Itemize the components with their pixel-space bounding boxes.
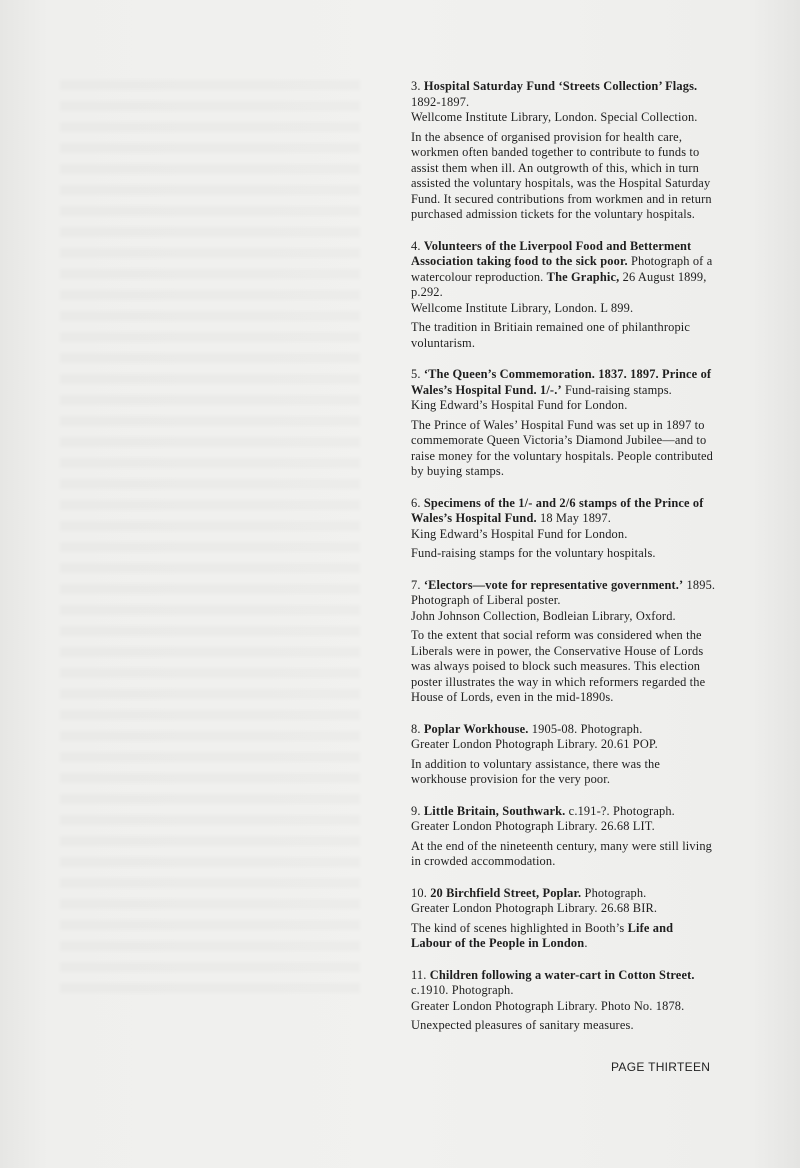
entry-title: 20 Birchfield Street, Poplar.: [430, 885, 582, 900]
entry-source: King Edward’s Hospital Fund for London.: [411, 398, 628, 412]
entry-description: The Prince of Wales’ Hospital Fund was set up in 1897 to commemorate Queen Victoria’s Diamond Jubilee—and to raise money for the voluntary hospitals. People contributed by buying stamps.: [411, 417, 714, 478]
entry-details: 18 May 1897.: [536, 511, 611, 525]
entry-number: 7.: [411, 577, 421, 592]
entry-details: 1895. Photograph of Liberal poster.: [411, 577, 716, 607]
entry-heading: [411, 367, 716, 398]
entry-number: 6.: [411, 495, 421, 510]
entry-heading: [411, 578, 716, 609]
entry-title: Poplar Workhouse.: [423, 721, 529, 736]
catalogue-entry: [411, 239, 716, 352]
entry-description: To the extent that social reform was considered when the Liberals were in power, the Conservative House of Lords was always poised to block such measures. This election poster illustrates the way in which reformers regarded the House of Lords, even in the mid-1890s.: [411, 628, 706, 704]
entry-publication: The Graphic,: [546, 269, 620, 284]
catalogue-column: [411, 79, 716, 1050]
entry-heading: [411, 886, 716, 902]
entry-description: In addition to voluntary assistance, there was the workhouse provision for the very poor.: [411, 756, 661, 786]
entry-number: 4.: [411, 238, 421, 253]
entry-details-tail: 26 August 1899, p.292.: [411, 269, 707, 299]
entry-title: ‘Electors—vote for representative government.’: [423, 577, 684, 592]
catalogue-entry: [411, 804, 716, 870]
entry-title: Specimens of the 1/- and 2/6 stamps of the Prince of Wales’s Hospital Fund.: [411, 495, 704, 525]
entry-description: In the absence of organised provision for health care, workmen often banded together to contribute to funds to assist them when ill. An outgrowth of this, which in turn assisted the voluntary hospitals, was the Hospital Saturday Fund. It secured contributions from workmen and in return purchased admission tickets for the voluntary hospitals.: [411, 129, 712, 221]
entry-source: Greater London Photograph Library. 20.61 POP.: [411, 737, 658, 751]
entry-description: Fund-raising stamps for the voluntary hospitals.: [411, 546, 656, 560]
entry-description: At the end of the nineteenth century, many were still living in crowded accommodation.: [411, 838, 713, 868]
entry-title: Volunteers of the Liverpool Food and Betterment Association taking food to the sick poor.: [411, 238, 692, 268]
entry-details: Fund-raising stamps.: [561, 382, 672, 397]
entry-details: Photograph.: [581, 885, 647, 900]
entry-heading: [411, 239, 716, 301]
entry-number: 10.: [411, 885, 427, 900]
catalogue-entry: [411, 722, 716, 788]
entry-description: Unexpected pleasures of sanitary measures.: [411, 1018, 634, 1032]
entry-number: 9.: [411, 803, 421, 818]
entry-heading: [411, 496, 716, 527]
entry-book-title: Life and Labour of the People in London: [411, 920, 674, 950]
entry-source: Greater London Photograph Library. 26.68 LIT.: [411, 819, 655, 833]
entry-description-tail: .: [584, 936, 588, 950]
entry-description: The tradition in Britiain remained one of philanthropic voluntarism.: [411, 320, 691, 350]
entry-source: Greater London Photograph Library. 26.68 BIR.: [411, 901, 658, 915]
entry-details: c.191-?. Photograph.: [565, 803, 675, 818]
catalogue-entry: [411, 79, 716, 223]
entry-title: Hospital Saturday Fund ‘Streets Collection’ Flags.: [423, 79, 698, 93]
entry-heading: [411, 968, 716, 999]
catalogue-entry: [411, 496, 716, 562]
entry-number: 8.: [411, 721, 421, 736]
entry-source: Wellcome Institute Library, London. L 899.: [411, 300, 634, 315]
entry-source: Wellcome Institute Library, London. Special Collection.: [411, 110, 698, 124]
entry-source: Greater London Photograph Library. Photo No. 1878.: [411, 998, 685, 1013]
entry-description: [411, 921, 716, 952]
entry-number: 11.: [411, 967, 427, 982]
entry-number: 5.: [411, 367, 421, 381]
entry-number: 3.: [411, 79, 421, 93]
entry-title: Little Britain, Southwark.: [423, 803, 566, 818]
entry-title: ‘The Queen’s Commemoration. 1837. 1897. Prince of Wales’s Hospital Fund. 1/-.’: [411, 367, 712, 397]
page-number-label: PAGE THIRTEEN: [611, 1060, 711, 1074]
catalogue-entry: [411, 578, 716, 706]
entry-details: Photograph of a watercolour reproduction.: [411, 254, 713, 284]
entry-title: Children following a water-cart in Cotton Street.: [429, 967, 695, 982]
entry-details: c.1910. Photograph.: [411, 983, 514, 997]
entry-heading: [411, 722, 716, 738]
catalogue-entry: [411, 968, 716, 1034]
entry-description-text: The kind of scenes highlighted in Booth’s: [411, 920, 628, 935]
entry-heading: [411, 79, 716, 110]
entry-source: King Edward’s Hospital Fund for London.: [411, 526, 628, 541]
entry-source: John Johnson Collection, Bodleian Library, Oxford.: [411, 608, 676, 623]
show-through-text: [60, 80, 360, 1000]
catalogue-entry: [411, 886, 716, 952]
entry-details: 1892-1897.: [411, 94, 470, 109]
entry-heading: [411, 804, 716, 820]
catalogue-entry: [411, 367, 716, 480]
entry-details: 1905-08. Photograph.: [528, 721, 643, 736]
